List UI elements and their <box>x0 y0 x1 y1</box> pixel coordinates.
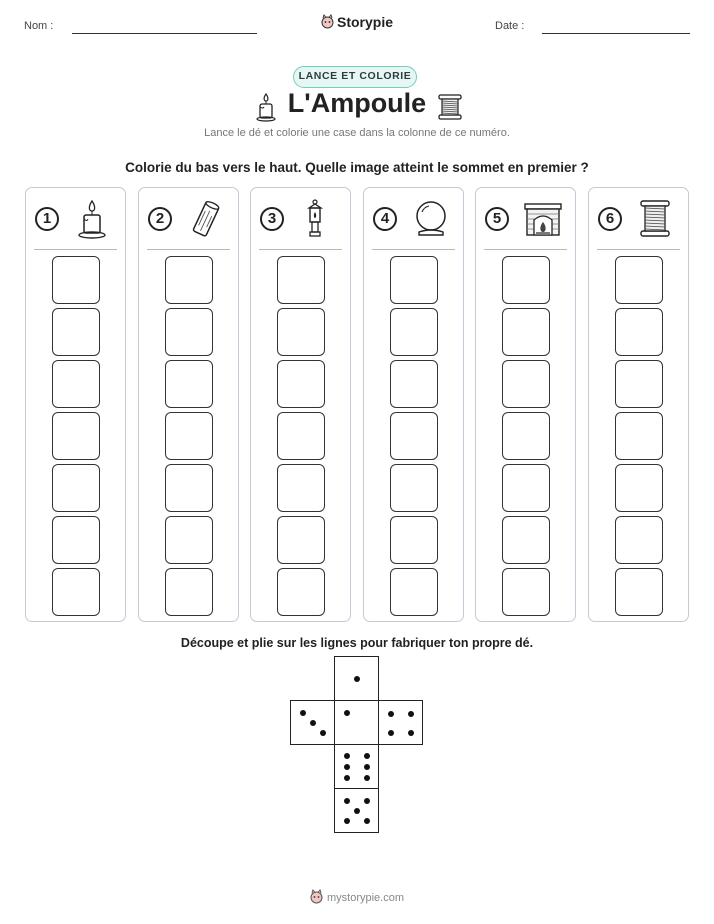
die-face-1 <box>334 656 379 701</box>
column-number: 2 <box>148 207 172 231</box>
color-box[interactable] <box>52 568 100 616</box>
color-box[interactable] <box>390 568 438 616</box>
color-box[interactable] <box>165 412 213 460</box>
column-number: 4 <box>373 207 397 231</box>
crystal-ball-icon <box>411 198 451 240</box>
color-box[interactable] <box>277 568 325 616</box>
name-label: Nom : <box>24 20 54 32</box>
color-box[interactable] <box>502 568 550 616</box>
die-face-3 <box>290 700 335 745</box>
brand-logo <box>0 14 714 32</box>
color-box[interactable] <box>165 360 213 408</box>
column-number: 6 <box>598 207 622 231</box>
die-face-6 <box>334 744 379 789</box>
column-3 <box>250 187 351 622</box>
die-pip <box>354 676 360 682</box>
color-box[interactable] <box>390 308 438 356</box>
color-box[interactable] <box>502 412 550 460</box>
color-box[interactable] <box>277 308 325 356</box>
die-pip <box>364 775 370 781</box>
color-box[interactable] <box>52 516 100 564</box>
name-line[interactable] <box>72 33 257 34</box>
color-box[interactable] <box>615 464 663 512</box>
column-number: 3 <box>260 207 284 231</box>
column-divider <box>372 249 455 250</box>
game-instruction: Colorie du bas vers le haut. Quelle image atteint le sommet en premier ? <box>125 160 589 175</box>
die-pip <box>344 710 350 716</box>
color-box[interactable] <box>52 464 100 512</box>
color-box[interactable] <box>390 464 438 512</box>
die-pip <box>364 818 370 824</box>
activity-badge: LANCE ET COLORIE <box>293 66 417 88</box>
column-divider <box>147 249 230 250</box>
color-box[interactable] <box>502 360 550 408</box>
color-box[interactable] <box>390 412 438 460</box>
color-box[interactable] <box>165 464 213 512</box>
lantern-icon <box>298 198 338 240</box>
brand-name: Storypie <box>336 14 393 30</box>
color-box[interactable] <box>615 256 663 304</box>
column-number: 5 <box>485 207 509 231</box>
storypie-mascot-icon <box>310 889 323 907</box>
die-pip <box>388 730 394 736</box>
color-box[interactable] <box>165 568 213 616</box>
column-divider <box>259 249 342 250</box>
color-box[interactable] <box>165 516 213 564</box>
die-pip <box>344 764 350 770</box>
color-box[interactable] <box>615 516 663 564</box>
color-box[interactable] <box>52 360 100 408</box>
date-label: Date : <box>495 20 525 32</box>
color-box[interactable] <box>390 516 438 564</box>
candle-icon <box>73 198 113 240</box>
color-box[interactable] <box>52 412 100 460</box>
color-box[interactable] <box>277 516 325 564</box>
die-pip <box>364 753 370 759</box>
die-pip <box>364 798 370 804</box>
storypie-mascot-icon <box>321 14 334 32</box>
date-line[interactable] <box>542 33 690 34</box>
color-box[interactable] <box>277 256 325 304</box>
column-5 <box>475 187 576 622</box>
die-face-center <box>334 700 379 745</box>
color-box[interactable] <box>390 256 438 304</box>
die-pip <box>344 753 350 759</box>
die-pip <box>408 711 414 717</box>
thread-spool-icon <box>437 93 463 121</box>
color-box[interactable] <box>277 360 325 408</box>
die-pip <box>344 798 350 804</box>
color-box[interactable] <box>615 412 663 460</box>
color-box[interactable] <box>165 256 213 304</box>
column-2 <box>138 187 239 622</box>
die-pip <box>310 720 316 726</box>
footer <box>0 889 714 907</box>
footer-url[interactable]: mystorypie.com <box>326 891 405 904</box>
page-title: L'Ampoule <box>287 88 427 118</box>
color-box[interactable] <box>615 308 663 356</box>
color-box[interactable] <box>502 308 550 356</box>
die-face-5 <box>334 788 379 833</box>
color-box[interactable] <box>277 464 325 512</box>
die-instruction: Découpe et plie sur les lignes pour fabriquer ton propre dé. <box>180 636 534 650</box>
die-pip <box>344 818 350 824</box>
die-pip <box>354 808 360 814</box>
color-box[interactable] <box>390 360 438 408</box>
color-box[interactable] <box>615 360 663 408</box>
color-box[interactable] <box>502 256 550 304</box>
color-box[interactable] <box>502 464 550 512</box>
column-number: 1 <box>35 207 59 231</box>
die-face-4 <box>378 700 423 745</box>
color-box[interactable] <box>165 308 213 356</box>
page-subtitle: Lance le dé et colorie une case dans la colonne de ce numéro. <box>204 127 510 139</box>
color-box[interactable] <box>615 568 663 616</box>
column-1 <box>25 187 126 622</box>
die-pip <box>388 711 394 717</box>
die-pip <box>408 730 414 736</box>
column-divider <box>597 249 680 250</box>
fireplace-icon <box>523 198 563 240</box>
color-box[interactable] <box>277 412 325 460</box>
column-6 <box>588 187 689 622</box>
die-pip <box>364 764 370 770</box>
die-pip <box>320 730 326 736</box>
log-icon <box>186 198 226 240</box>
color-box[interactable] <box>52 256 100 304</box>
die-pip <box>344 775 350 781</box>
column-4 <box>363 187 464 622</box>
die-pip <box>300 710 306 716</box>
thread-spool-icon <box>636 198 676 240</box>
color-box[interactable] <box>52 308 100 356</box>
column-divider <box>484 249 567 250</box>
column-divider <box>34 249 117 250</box>
color-box[interactable] <box>502 516 550 564</box>
